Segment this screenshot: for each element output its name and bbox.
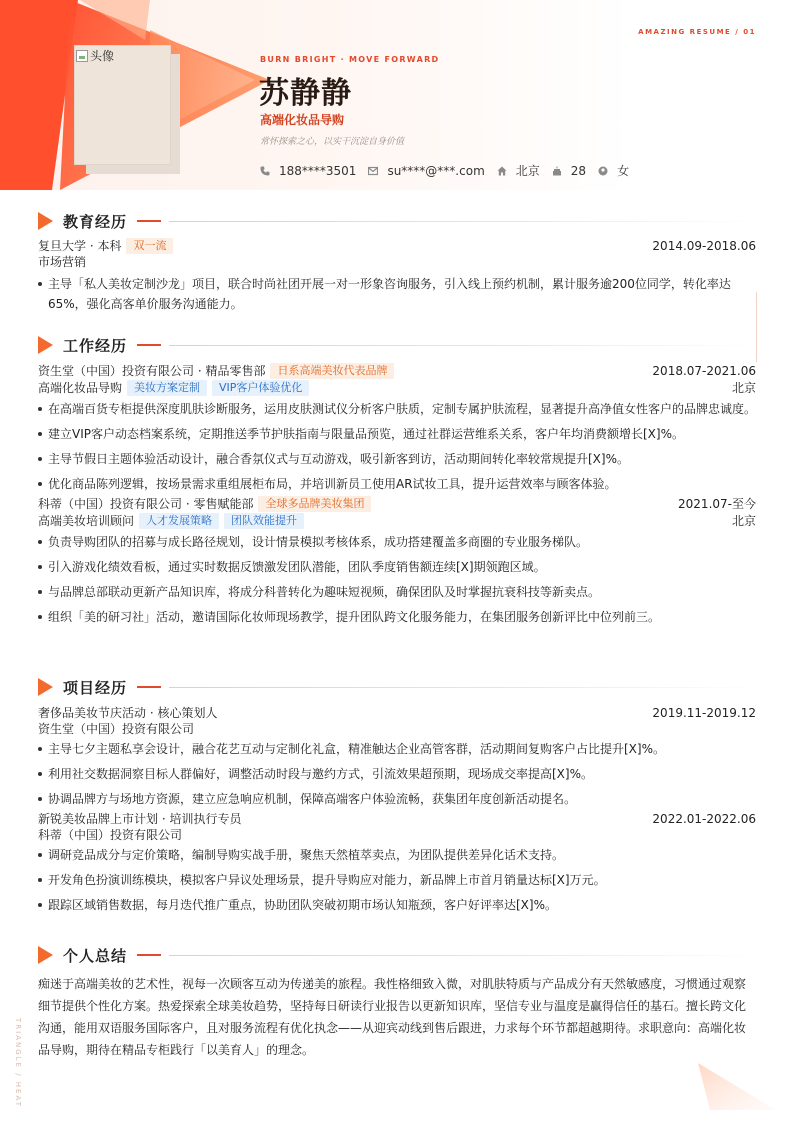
- avatar-photo: [74, 45, 171, 165]
- section-header: [38, 334, 756, 356]
- motto: BURN BRIGHT · MOVE FORWARD: [260, 55, 440, 64]
- section-title: 教育经历: [63, 212, 128, 231]
- role-tag: 人才发展策略: [139, 513, 219, 529]
- work-location: 北京: [731, 381, 756, 395]
- contact-gender: 女: [598, 162, 629, 179]
- list-item: 主导七夕主题私享会设计，融合花艺互动与定制化礼盒，精准触达企业高管客群，活动期间复购客户占比提升[X]%。: [38, 739, 756, 759]
- project-name: 奢侈品美妆节庆活动 · 核心策划人: [38, 706, 218, 720]
- major: 市场营销: [38, 255, 87, 269]
- section-header: [38, 210, 756, 232]
- list-item: 主导节假日主题体验活动设计，融合香氛仪式与互动游戏，吸引新客到访，活动期间转化率较常规提升[X]%。: [38, 449, 756, 469]
- education-bullets: [38, 274, 756, 314]
- triangle-icon: [38, 336, 53, 354]
- contact-age: 28: [552, 164, 586, 178]
- phone-icon: [260, 166, 270, 176]
- list-item: 负责导购团队的招募与成长路径规划，设计情景模拟考核体系，成功搭建覆盖多商圈的专业服务梯队。: [38, 532, 756, 552]
- work-bullets: [38, 532, 756, 627]
- target-job-title: 高端化妆品导购: [260, 113, 345, 127]
- projects-section: [38, 676, 756, 920]
- summary-text: 痴迷于高端美妆的艺术性，视每一次顾客互动为传递美的旅程。我性格细致入微，对肌肤特质与产品成分有天然敏感度，习惯通过观察细节提供个性化方案。热爱探索全球美妆趋势，坚持每日研读行业报告以更新知识库，坚信专业与温度是赢得信任的基石。擅长跨文化沟通，能用双语服务国际客户，且对服务流程有优化执念——从迎宾动线到售后跟进，力求每个环节都超越期待。求职意向：高端化妆品导购，期待在精品专柜践行「以美育人」的理念。: [38, 977, 747, 1057]
- cake-icon: [552, 166, 562, 176]
- slogan: 常怀探索之心，以实干沉淀自身价值: [260, 137, 405, 147]
- list-item: 跟踪区域销售数据，每月迭代推广重点，协助团队突破初期市场认知瓶颈，客户好评率达[X]%。: [38, 895, 756, 915]
- section-title: 项目经历: [63, 678, 128, 697]
- section-header: [38, 944, 756, 966]
- mail-icon: [368, 166, 378, 176]
- project-period: 2022.01-2022.06: [652, 811, 756, 826]
- project-row: [38, 810, 756, 827]
- project-bullets: [38, 739, 756, 809]
- project-period: 2019.11-2019.12: [652, 705, 756, 720]
- company-name: 资生堂（中国）投资有限公司 · 精品零售部: [38, 364, 266, 378]
- role-tag: 团队效能提升: [224, 513, 304, 529]
- project-item: [38, 810, 756, 915]
- project-org: 科蒂（中国）投资有限公司: [38, 828, 183, 842]
- work-item: [38, 495, 756, 627]
- education-row: [38, 237, 756, 254]
- project-item: [38, 704, 756, 809]
- role-tag: 美妆方案定制: [127, 380, 207, 396]
- contact-bar: [260, 162, 641, 179]
- triangle-icon: [38, 946, 53, 964]
- project-name: 新锐美妆品牌上市计划 · 培训执行专员: [38, 812, 242, 826]
- list-item: 主导「私人美妆定制沙龙」项目，联合时尚社团开展一对一形象咨询服务，引入线上预约机制，累计服务逾200位同学，转化率达65%，强化高客单价服务沟通能力。: [38, 274, 756, 314]
- work-company-row: [38, 495, 756, 512]
- footer-triangle-decoration: [690, 1060, 794, 1123]
- list-item: 建立VIP客户动态档案系统，定期推送季节护肤指南与限量品预览，通过社群运营维系关系，客户年均消费额增长[X]%。: [38, 424, 756, 444]
- work-role-row: [38, 512, 756, 529]
- corner-tag: AMAZING RESUME / 01: [638, 28, 756, 36]
- section-divider: [169, 221, 756, 222]
- role-tag: VIP客户体验优化: [212, 380, 309, 396]
- work-bullets: [38, 399, 756, 494]
- candidate-name: 苏静静: [259, 76, 352, 111]
- work-item: [38, 362, 756, 494]
- contact-email: su****@***.com: [368, 164, 484, 178]
- work-section: [38, 334, 756, 632]
- contact-phone: 188****3501: [260, 164, 356, 178]
- side-divider: [756, 292, 757, 362]
- list-item: 组织「美的研习社」活动，邀请国际化妆师现场教学，提升团队跨文化服务能力，在集团服务创新评比中位列前三。: [38, 607, 756, 627]
- school-name: 复旦大学 · 本科: [38, 239, 122, 253]
- broken-image-icon: [76, 50, 88, 62]
- contact-city: 北京: [497, 162, 540, 179]
- role-name: 高端美妆培训顾问: [38, 514, 135, 528]
- section-divider: [169, 687, 756, 688]
- list-item: 在高端百货专柜提供深度肌肤诊断服务，运用皮肤测试仪分析客户肤质，定制专属护肤流程，显著提升高净值女性客户的品牌忠诚度。: [38, 399, 756, 419]
- section-dash: [137, 954, 161, 956]
- list-item: 优化商品陈列逻辑，按场景需求重组展柜布局，并培训新员工使用AR试妆工具，提升运营效率与顾客体验。: [38, 474, 756, 494]
- education-item: [38, 237, 756, 314]
- work-role-row: [38, 379, 756, 396]
- section-header: [38, 676, 756, 698]
- role-name: 高端化妆品导购: [38, 381, 123, 395]
- list-item: 协调品牌方与场地方资源，建立应急响应机制，保障高端客户体验流畅，获集团年度创新活动提名。: [38, 789, 756, 809]
- company-name: 科蒂（中国）投资有限公司 · 零售赋能部: [38, 497, 254, 511]
- section-dash: [137, 220, 161, 222]
- list-item: 与品牌总部联动更新产品知识库，将成分科普转化为趣味短视频，确保团队及时掌握抗衰科技等新卖点。: [38, 582, 756, 602]
- user-circle-icon: [598, 166, 608, 176]
- list-item: 调研竞品成分与定价策略，编制导购实战手册，聚焦天然植萃卖点，为团队提供差异化话术支持。: [38, 845, 756, 865]
- list-item: 开发角色扮演训练模块，模拟客户异议处理场景，提升导购应对能力，新品牌上市首月销量达标[X]万元。: [38, 870, 756, 890]
- work-company-row: [38, 362, 756, 379]
- company-tag: 日系高端美妆代表品牌: [270, 363, 394, 379]
- project-org: 资生堂（中国）投资有限公司: [38, 722, 195, 736]
- section-divider: [169, 345, 756, 346]
- resume-header: [0, 0, 794, 190]
- section-dash: [137, 686, 161, 688]
- triangle-icon: [38, 678, 53, 696]
- home-icon: [497, 166, 507, 176]
- education-section: [38, 210, 756, 319]
- education-period: 2014.09-2018.06: [652, 238, 756, 253]
- project-row: [38, 704, 756, 721]
- side-watermark-text: TRIANGLE / HEAT: [14, 1018, 22, 1108]
- project-bullets: [38, 845, 756, 915]
- work-location: 北京: [731, 514, 756, 528]
- work-period: 2021.07-至今: [678, 497, 756, 511]
- section-divider: [169, 955, 756, 956]
- section-dash: [137, 344, 161, 346]
- list-item: 利用社交数据洞察目标人群偏好，调整活动时段与邀约方式，引流效果超预期，现场成交率提高[X]%。: [38, 764, 756, 784]
- list-item: 引入游戏化绩效看板，通过实时数据反馈激发团队潜能，团队季度销售额连续[X]期领跑区域。: [38, 557, 756, 577]
- work-period: 2018.07-2021.06: [652, 363, 756, 378]
- section-title: 个人总结: [63, 946, 128, 965]
- school-tag: 双一流: [126, 238, 173, 254]
- avatar-alt-text: 头像: [90, 49, 115, 63]
- company-tag: 全球多品牌美妆集团: [258, 496, 371, 512]
- section-title: 工作经历: [63, 336, 128, 355]
- summary-section: [38, 944, 756, 1061]
- triangle-icon: [38, 212, 53, 230]
